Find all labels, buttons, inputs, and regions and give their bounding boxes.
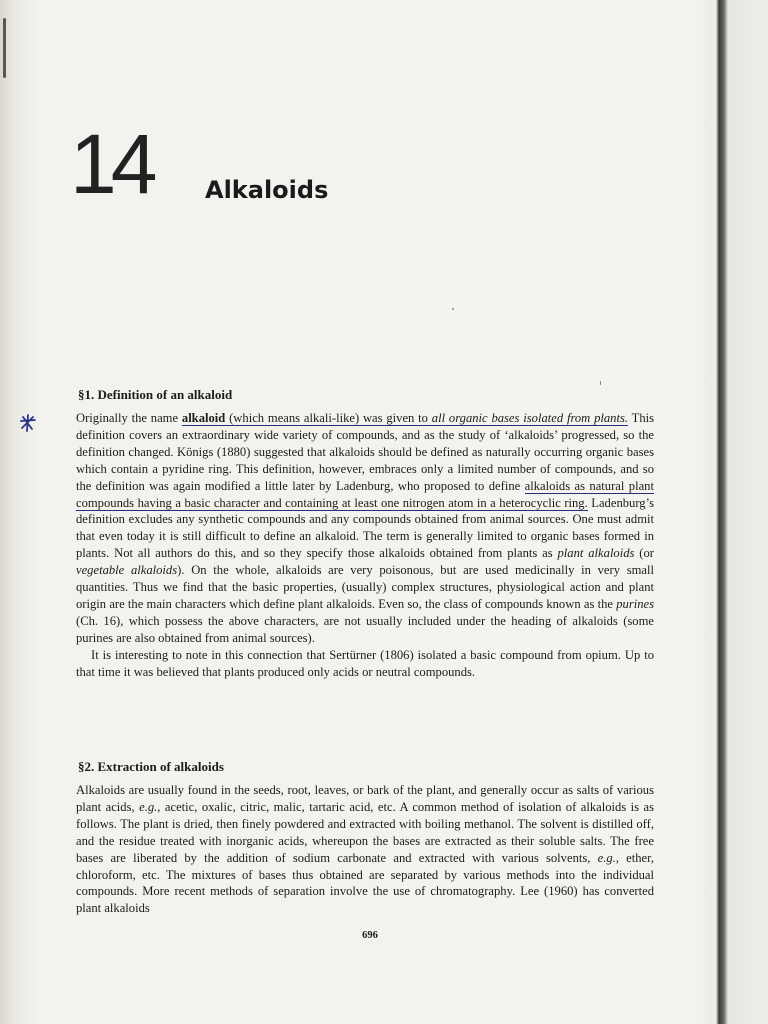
chapter-title: Alkaloids <box>205 176 329 204</box>
chapter-number: 14 <box>70 117 152 211</box>
section-heading-extraction: §2. Extraction of alkaloids <box>78 759 224 774</box>
section-definition-body <box>76 410 654 681</box>
definition-paragraph <box>76 410 654 647</box>
paper-speck <box>452 308 454 310</box>
text-run: , acetic, oxalic, citric, malic, tartaric acid, etc. A common method of isolation of alkaloids is as follows. The plant is dried, then finely powdered and extracted with boiling methanol. The solvent is distilled off, and the residue treated with inorganic acids, whereupon the bases are extracted as their soluble salts. The free bases are liberated by the addition of sodium carbonate and extracted with various solvents, <box>76 799 654 865</box>
text-run: (Ch. 16), which possess the above characters, are not usually included under the heading of alkaloids (some purines are also obtained from animal sources). <box>76 613 654 645</box>
text-run-underlined: (which means alkali-like) was given to <box>225 411 432 425</box>
text-run: , ether, chloroform, etc. The mixtures of bases thus obtained are separated by various methods into the individual compounds. More recent methods of separation involve the use of chromatography. Lee (1960) has converted plant alkaloids <box>76 850 654 916</box>
text-run: This definition covers an extraordinary wide variety of compounds, and as the study of ‘alkaloids’ progressed, so the definition changed. Königs (1880) suggested that alkaloids should be defined as naturally occurring organic bases which contain a pyridine ring. This definition, however, embraces only a limited number of compounds, and so the definition was again modified a little later by Ladenburg, who proposed to define <box>76 411 655 493</box>
term-plant-alkaloids: plant alkaloids <box>557 546 635 561</box>
extraction-paragraph <box>76 782 654 917</box>
section-heading-definition: §1. Definition of an alkaloid <box>78 387 233 402</box>
page-number: 696 <box>362 930 378 941</box>
term-alkaloid: alkaloid <box>181 411 226 425</box>
paper-speck <box>600 381 601 385</box>
term-purines: purines <box>616 596 654 611</box>
text-run: ). On the whole, alkaloids are very poisonous, but are used medicinally in very small quantities. Thus we find that the basic properties, (usually) complex structures, physiological action and plant origin are the main characters which define plant alkaloids. Even so, the class of compounds known as the <box>76 563 654 611</box>
page-edge-mark <box>3 18 6 78</box>
text-run: Originally the name <box>76 411 182 425</box>
text-run-italic-underlined: all organic bases isolated from plants. <box>431 411 629 425</box>
text-run-italic: e.g. <box>139 799 158 814</box>
section-extraction-body <box>76 782 654 917</box>
handwritten-star-icon <box>16 411 40 435</box>
text-run: Ladenburg’s definition excludes any synthetic compounds and any compounds obtained from animal sources. One must admit that even today it is still difficult to define an alkaloid. The term is generally limited to organic bases formed in plants. Not all authors do this, and so they specify those alkaloids obtained from plants as <box>76 495 654 561</box>
ladenburg-definition-underlined: alkaloids as natural plant compounds having a basic character and containing at least one nitrogen atom in a heterocyclic ring. <box>76 478 654 510</box>
text-run-italic: e.g. <box>597 850 616 865</box>
serturner-paragraph: It is interesting to note in this connection that Sertürner (1806) isolated a basic compound from opium. Up to that time it was believed that plants produced only acids or neutral compounds. <box>76 647 654 679</box>
text-run: (or <box>634 546 654 561</box>
text-run: Alkaloids are usually found in the seeds, root, leaves, or bark of the plant, and generally occur as salts of various plant acids, <box>76 783 654 814</box>
term-vegetable-alkaloids: vegetable alkaloids <box>76 563 178 578</box>
